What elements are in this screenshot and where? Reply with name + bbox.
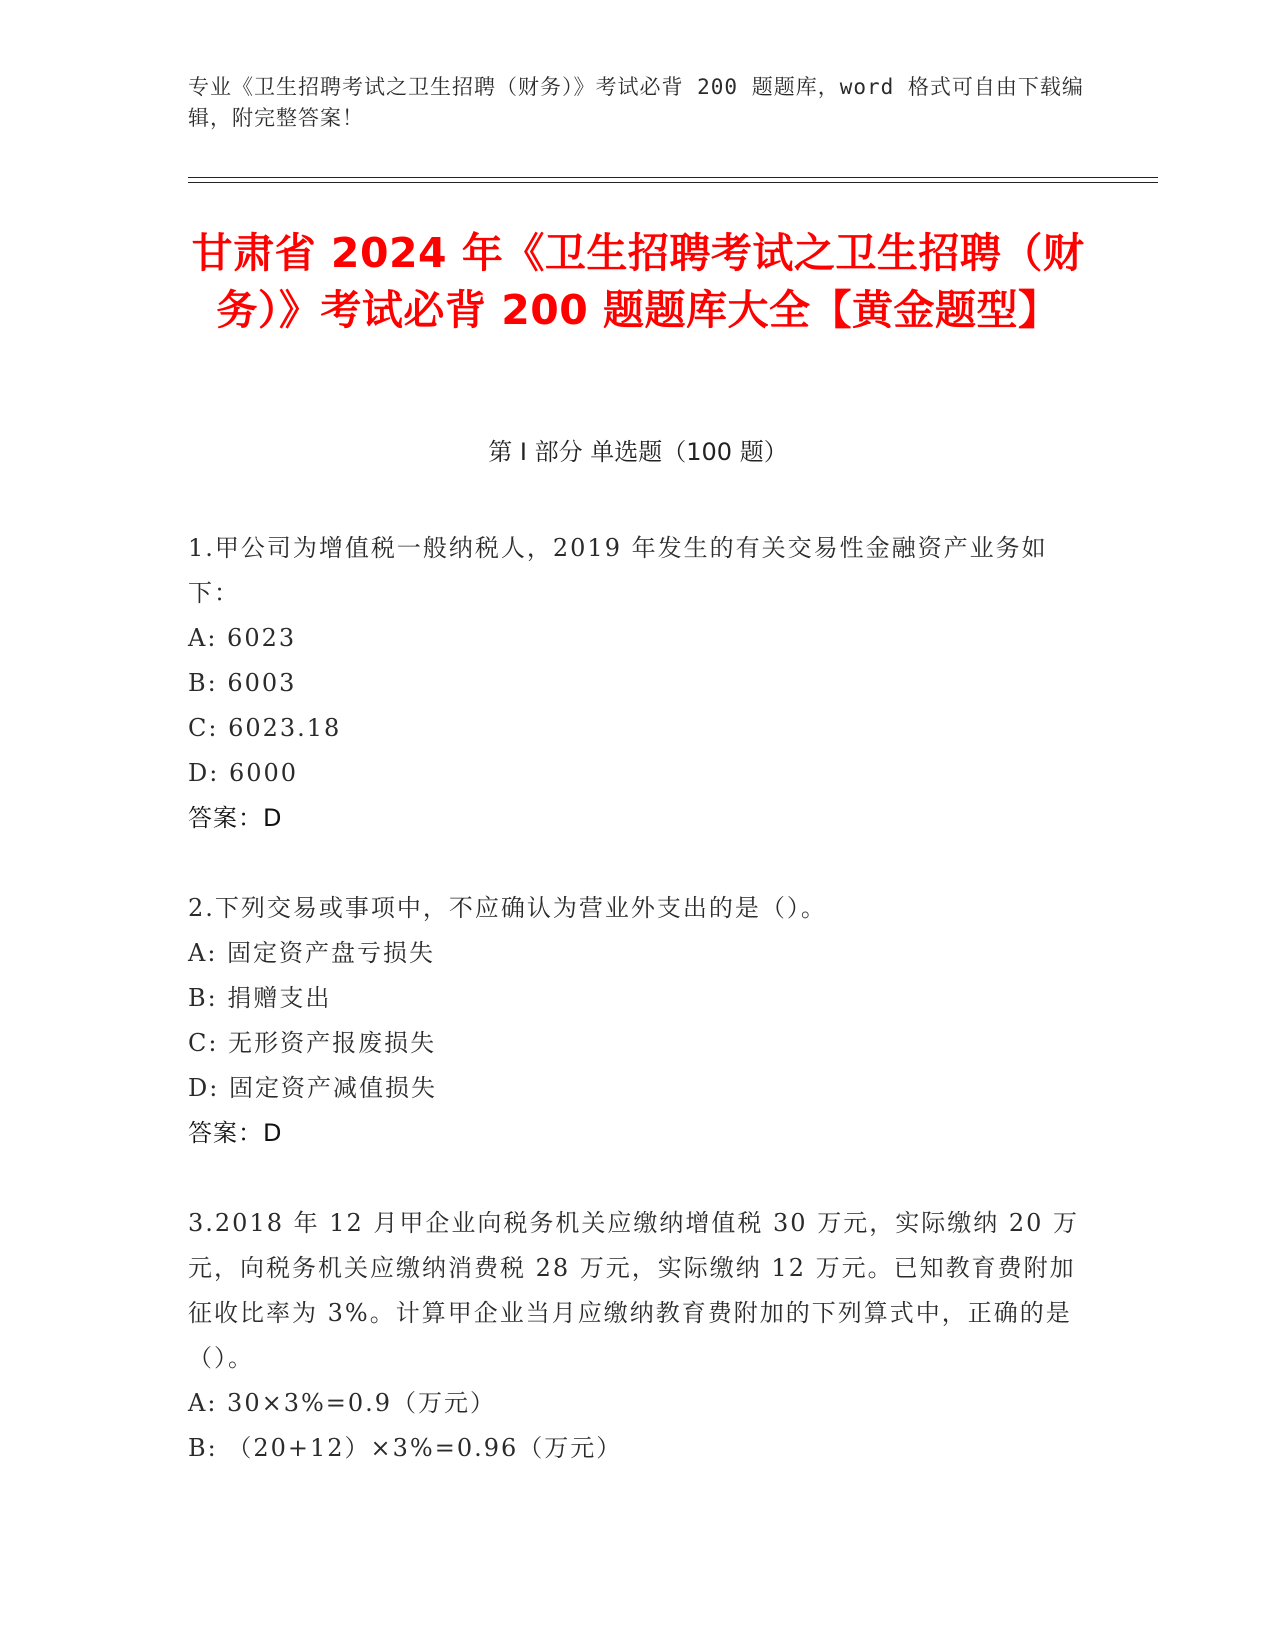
question-item [188,526,1083,841]
question-option: A: 6023 [188,624,297,652]
question-option: A: 固定资产盘亏损失 [188,939,436,967]
question-answer: 答案：D [188,1119,283,1147]
question-option: B: 捐赠支出 [188,984,332,1012]
question-list [188,526,1083,1516]
question-stem: 3.2018 年 12 月甲企业向税务机关应缴纳增值税 30 万元，实际缴纳 20 万元，向税务机关应缴纳消费税 28 万元，实际缴纳 12 万元。已知教育费附加征收比率为 3%。计算甲企业当月应缴纳教育费附加的下列算式中，正确的是（）。 [188,1209,1079,1372]
question-stem: 1.甲公司为增值税一般纳税人，2019 年发生的有关交易性金融资产业务如下： [188,534,1048,607]
question-option: D: 6000 [188,759,299,787]
question-item [188,1201,1083,1471]
question-option: C: 6023.18 [188,714,342,742]
question-stem: 2.下列交易或事项中，不应确认为营业外支出的是（）。 [188,894,827,922]
question-option: A: 30×3%=0.9（万元） [188,1389,497,1417]
question-option: C: 无形资产报废损失 [188,1029,437,1057]
question-option: D: 固定资产减值损失 [188,1074,437,1102]
question-item [188,886,1083,1156]
question-option: B: （20+12）×3%=0.96（万元） [188,1434,623,1462]
question-answer: 答案：D [188,804,283,832]
document-title: 甘肃省 2024 年《卫生招聘考试之卫生招聘（财务）》考试必背 200 题题库大全【黄金题型】 [191,229,1085,334]
header-note: 专业《卫生招聘考试之卫生招聘（财务）》考试必背 200 题题库，word 格式可自由下载编辑，附完整答案！ [188,75,1084,130]
section-title: 第 I 部分 单选题（100 题） [488,438,788,466]
question-option: B: 6003 [188,669,297,697]
header-divider-top [188,177,1158,178]
header-divider-bottom [188,182,1158,183]
